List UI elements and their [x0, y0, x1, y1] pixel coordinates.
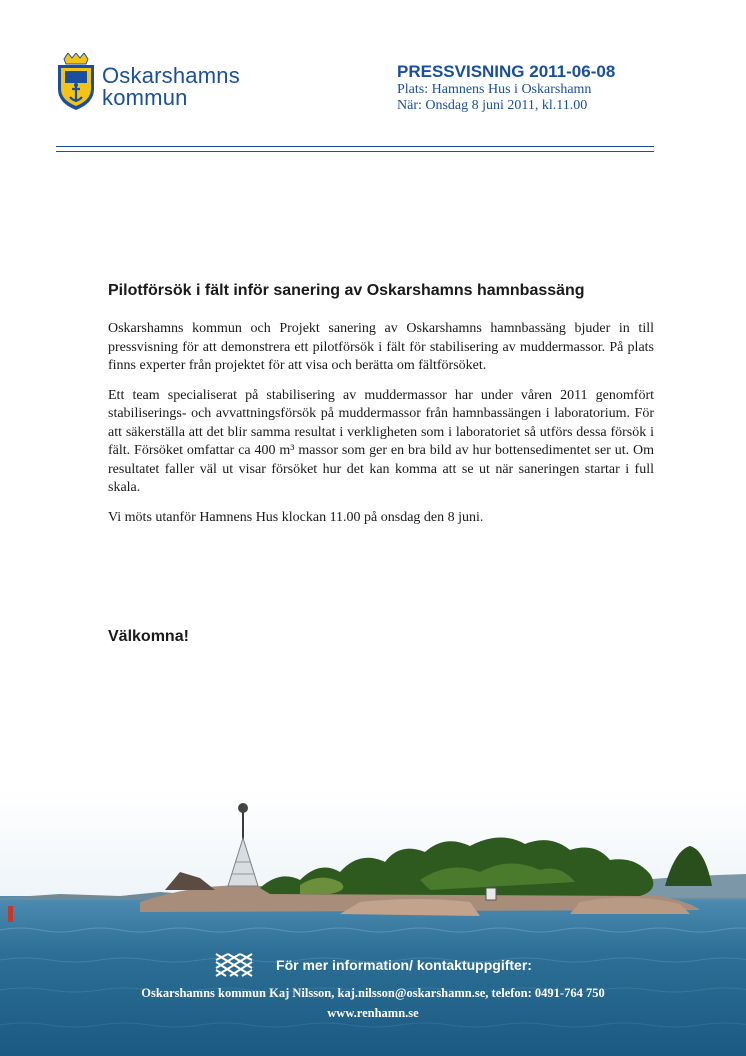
article-headline: Pilotförsök i fält inför sanering av Oskarshamns hamnbassäng: [108, 282, 585, 299]
event-time: När: Onsdag 8 juni 2011, kl.11.00: [397, 98, 588, 113]
coat-of-arms-icon: [56, 53, 96, 113]
press-title: PRESSVISNING 2011-06-08: [397, 62, 616, 81]
municipality-logo: [56, 53, 256, 113]
paragraph-1: Oskarshamns kommun och Projekt sanering av Oskarshamns hamnbassäng bjuder in till pressvisning för att demonstrera ett pilotförsök i fält för stabilisering av muddermassor. På plats finns experter från projektet för att visa och berätta om fältförsöket.: [108, 321, 654, 373]
article-body: [108, 320, 654, 538]
header-divider-top: [56, 146, 654, 147]
paragraph-3: Vi möts utanför Hamnens Hus klockan 11.00 på onsdag den 8 juni.: [108, 509, 484, 525]
welcome-text: Välkomna!: [108, 628, 189, 645]
contact-footer: [0, 952, 746, 1023]
footer-title: För mer information/ kontaktuppgifter:: [276, 957, 532, 973]
logo-text-line2: kommun: [102, 85, 188, 110]
header-divider-bottom: [56, 151, 654, 152]
contact-line: Oskarshamns kommun Kaj Nilsson, kaj.nilsson@oskarshamn.se, telefon: 0491-764 750: [141, 986, 605, 1000]
logo-text-line1: Oskarshamns: [102, 63, 240, 88]
net-pattern-icon: [214, 952, 254, 978]
website-link[interactable]: www.renhamn.se: [327, 1006, 419, 1020]
footer-heading-row: [214, 952, 532, 978]
event-place: Plats: Hamnens Hus i Oskarshamn: [397, 82, 592, 97]
paragraph-2: Ett team specialiserat på stabilisering av muddermassor har under våren 2011 genomfört stabiliserings- och avvattningsförsök på muddermassor från hamnbassängen i laboratorium. För att säkerställa att det blir samma resultat i verkligheten som i laboratoriet så utförs dessa försök i fält. Försöket omfattar ca 400 m³ massor som ger en bra bild av hur bottensedimentet ser ut. Om resultatet faller väl ut visar försöket hur det kan komma att se ut när saneringen startar i full skala.: [108, 387, 654, 495]
press-header: [397, 62, 697, 114]
